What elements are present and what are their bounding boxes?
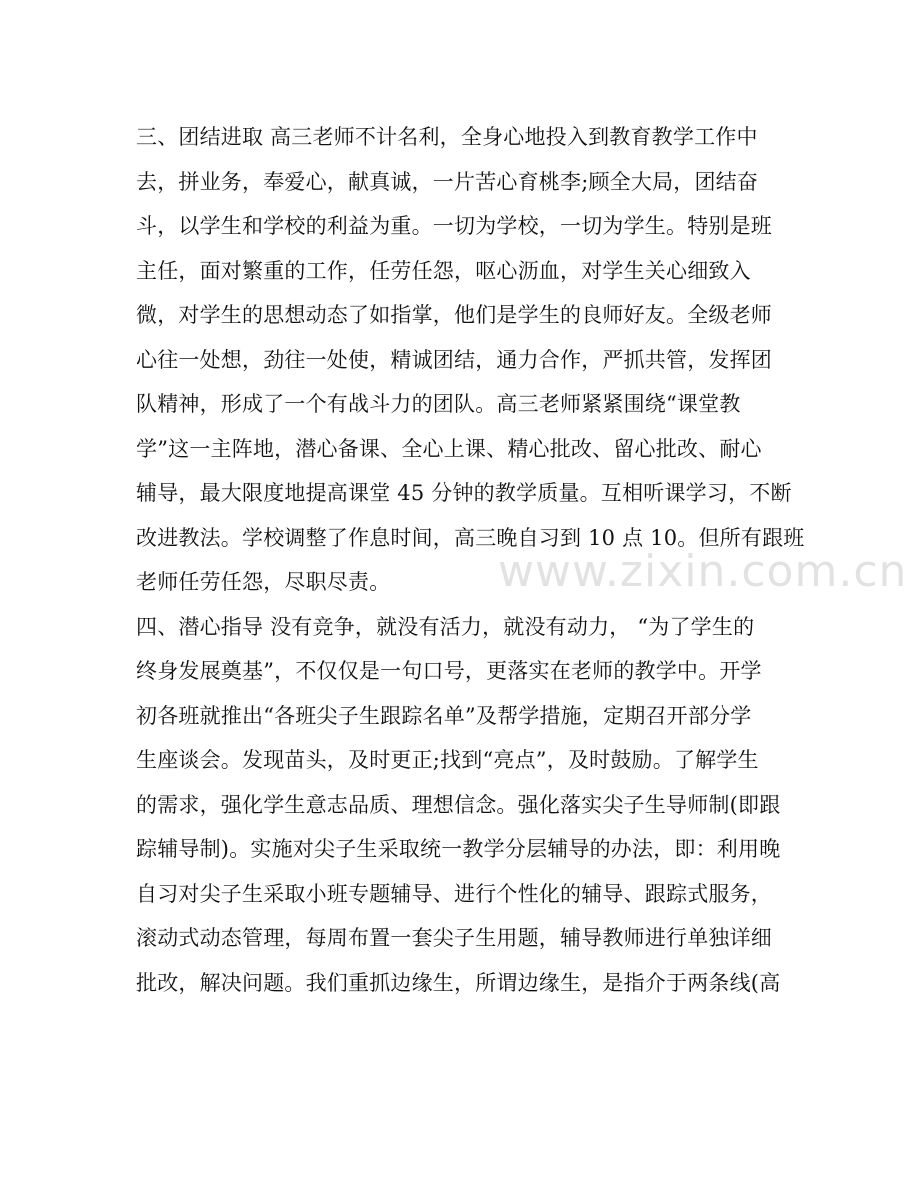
text-line: 初各班就推出“各班尖子生跟踪名单”及帮学措施，定期召开部分学 bbox=[136, 703, 752, 728]
text-line: 心往一处想，劲往一处使，精诚团结，通力合作，严抓共管，发挥团 bbox=[136, 347, 772, 372]
text-line: 批改，解决问题。我们重抓边缘生，所谓边缘生，是指介于两条线(高 bbox=[136, 970, 781, 995]
text-line: 队精神，形成了一个有战斗力的团队。高三老师紧紧围绕“课堂教 bbox=[136, 392, 741, 416]
text-line: 微，对学生的思想动态了如指掌，他们是学生的良师好友。全级老师 bbox=[136, 303, 772, 327]
text-line: 滚动式动态管理，每周布置一套尖子生用题，辅导教师进行单独详细 bbox=[136, 926, 772, 950]
text-line: 老师任劳任怨，尽职尽责。 bbox=[136, 570, 391, 594]
text-line: 踪辅导制)。实施对尖子生采取统一教学分层辅导的办法，即：利用晚 bbox=[136, 837, 781, 861]
text-line: 斗，以学生和学校的利益为重。一切为学校，一切为学生。特别是班 bbox=[136, 214, 772, 238]
text-line: 的需求，强化学生意志品质、理想信念。强化落实尖子生导师制(即跟 bbox=[136, 792, 781, 817]
text-line: 去，拼业务，奉爱心，献真诚，一片苦心育桃李;顾全大局，团结奋 bbox=[136, 169, 759, 194]
text-line: 学”这一主阵地，潜心备课、全心上课、精心批改、留心批改、耐心 bbox=[136, 436, 762, 461]
text-line: 自习对尖子生采取小班专题辅导、进行个性化的辅导、跟踪式服务， bbox=[136, 881, 772, 906]
text-line: 生座谈会。发现苗头，及时更正;找到“亮点”，及时鼓励。了解学生 bbox=[136, 748, 759, 772]
text-line: 三、团结进取 高三老师不计名利，全身心地投入到教育教学工作中 bbox=[136, 125, 758, 149]
text-line: 四、潜心指导 没有竞争，就没有活力，就没有动力， “为了学生的 bbox=[136, 614, 755, 639]
watermark: www.zixin.com.cn bbox=[498, 546, 908, 597]
document-body bbox=[136, 122, 805, 1012]
text-line: 辅导，最大限度地提高课堂 45 分钟的教学质量。互相听课学习，不断 bbox=[136, 481, 792, 505]
text-line: 改进教法。学校调整了作息时间，高三晚自习到 10 点 10。但所有跟班 bbox=[136, 525, 805, 550]
text-line: 终身发展奠基”，不仅仅是一句口号，更落实在老师的教学中。开学 bbox=[136, 659, 762, 683]
text-line: 主任，面对繁重的工作，任劳任怨，呕心沥血，对学生关心细致入 bbox=[136, 258, 751, 283]
